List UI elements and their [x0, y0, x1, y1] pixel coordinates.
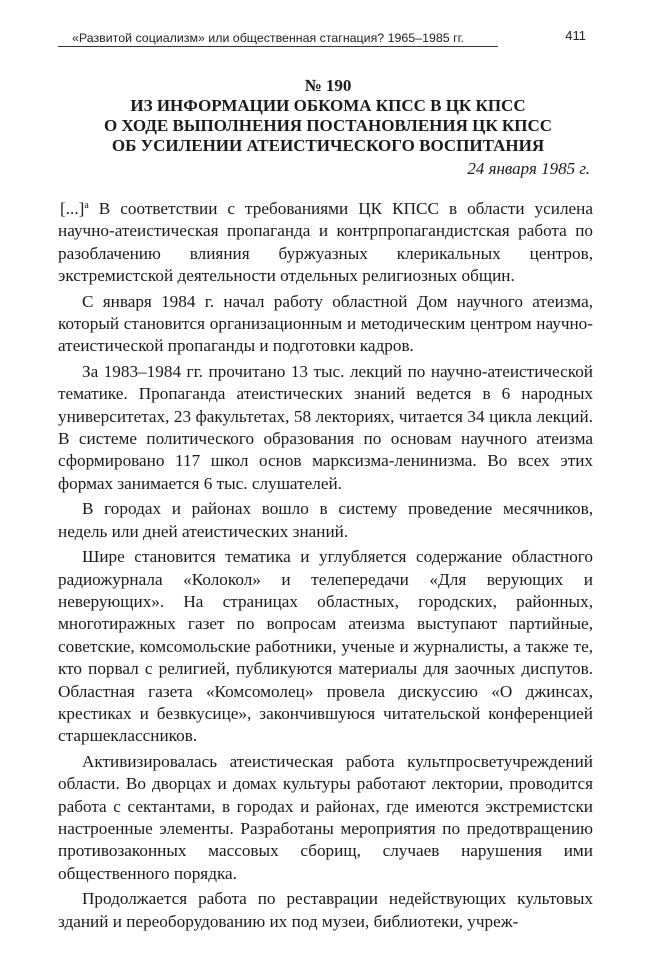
- paragraph-text: В соответствии с требованиями ЦК КПСС в области усилена научно-атеистическая пропаганда и контрпропагандистская работа по разоблачению влияния буржуазных клерикальных центров, экстремистской деятельности отдельных религиозных общин.: [58, 199, 593, 286]
- omission-mark: [...]: [60, 199, 85, 218]
- paragraph: В городах и районах вошло в систему проведение месячников, недель или дней атеистических знаний.: [58, 499, 593, 541]
- document-number: № 190: [304, 76, 352, 95]
- paragraph: [58, 195, 593, 288]
- document-date: 24 января 1985 г.: [467, 159, 590, 178]
- running-head: [58, 28, 586, 49]
- paragraph: Активизировалась атеистическая работа культпросветучреждений области. Во дворцах и домах культуры работают лектории, проводится работа с сектантами, в городах и районах, где имеются экстремистски настроенные элементы. Разработаны мероприятия по предотвращению противозаконных массовых сборищ, случаев нарушения ими общественного порядка.: [58, 751, 593, 883]
- page-number: 411: [565, 28, 586, 43]
- heading-line: ОБ УСИЛЕНИИ АТЕИСТИЧЕСКОГО ВОСПИТАНИЯ: [111, 136, 545, 155]
- paragraph: За 1983–1984 гг. прочитано 13 тыс. лекций по научно-атеистической тематике. Пропаганда атеистических знаний ведется в 6 народных университетах, 23 факультетах, 58 лекториях, читается 34 цикла лекций. В системе политического образования по основам научного атеизма сформировано 117 школ основ марксизма-ленинизма. Во всех этих формах занимается 6 тыс. слушателей.: [58, 361, 593, 493]
- paragraph: С января 1984 г. начал работу областной Дом научного атеизма, который становится организационным и методическим центром научно-атеистической пропаганды и подготовки кадров.: [58, 291, 593, 356]
- document-heading: [40, 96, 616, 156]
- heading-line: О ХОДЕ ВЫПОЛНЕНИЯ ПОСТАНОВЛЕНИЯ ЦК КПСС: [103, 116, 553, 135]
- paragraph: Продолжается работа по реставрации недействующих культовых зданий и переоборудованию их под музеи, библиотеки, учреж-: [58, 889, 593, 931]
- document-body: [58, 195, 593, 936]
- heading-line: ИЗ ИНФОРМАЦИИ ОБКОМА КПСС В ЦК КПСС: [130, 96, 526, 115]
- paragraph: Шире становится тематика и углубляется содержание областного радиожурнала «Колокол» и телепередачи «Для верующих и неверующих». На страницах областных, городских, районных, многотиражных газет по вопросам атеизма выступают партийные, советские, комсомольские работники, ученые и журналисты, а также те, кто порвал с религией, публикуются материалы для заочных диспутов. Областная газета «Комсомолец» провела дискуссию «О джинсах, крестиках и безвкусице», закончившуюся читательской конференцией старшеклассников.: [58, 547, 593, 746]
- running-head-rule: [58, 46, 498, 47]
- footnote-marker: а: [84, 200, 89, 211]
- running-head-title: «Развитой социализм» или общественная стагнация? 1965–1985 гг.: [72, 31, 465, 45]
